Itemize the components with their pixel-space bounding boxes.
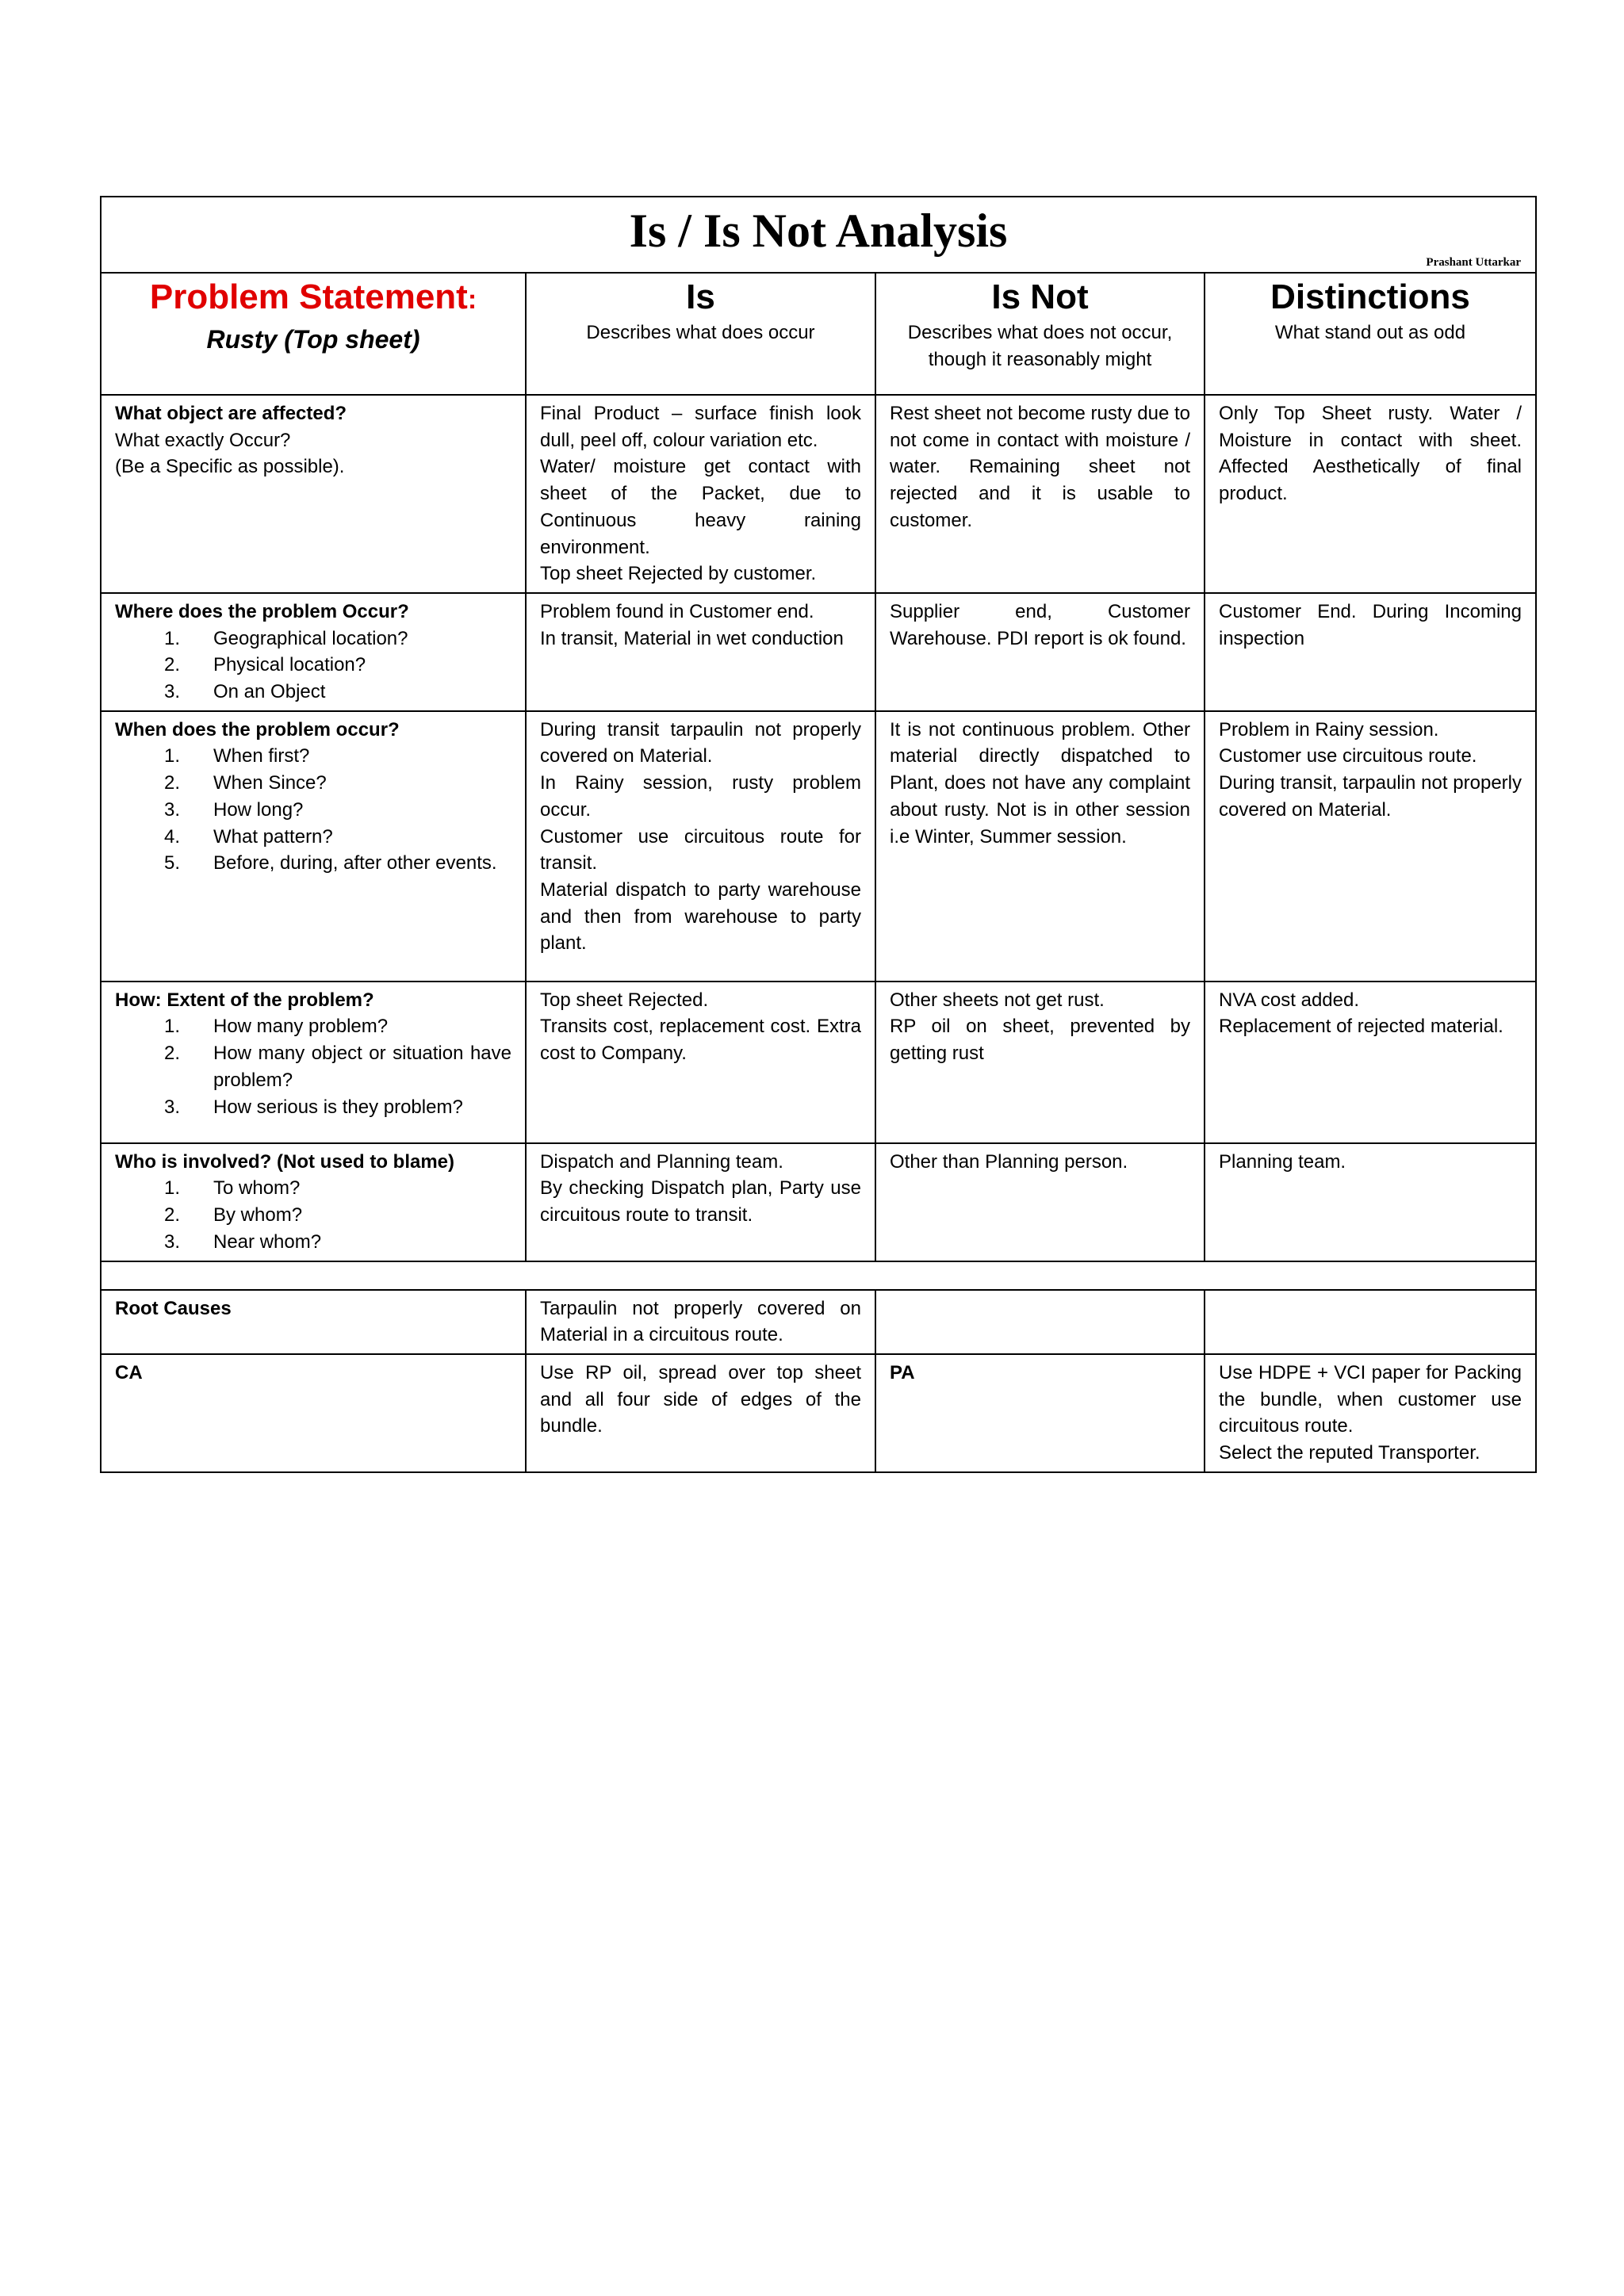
question-heading: How: Extent of the problem?: [115, 989, 374, 1011]
question-line: (Be a Specific as possible).: [115, 456, 345, 478]
list-item: 2. By whom?: [164, 1204, 303, 1226]
is-text: Water/ moisture get contact with sheet of the Packet, due to Continuous heavy raining environment.: [540, 456, 861, 558]
is-text: By checking Dispatch plan, Party use circuitous route to transit.: [540, 1177, 861, 1226]
is-not-text: It is not continuous problem. Other material directly dispatched to Plant, does not have any complaint about rusty. Not is in other session i.e Winter, Summer session.: [890, 718, 1190, 848]
is-text: Customer use circuitous route for transit.: [540, 825, 861, 874]
distinctions-cell: [1205, 593, 1536, 711]
pa-text-cell: [1205, 1354, 1536, 1472]
spacer-row: [101, 1261, 1536, 1290]
problem-statement-label: Problem Statement: [149, 277, 468, 316]
list-item: 1. To whom?: [164, 1177, 301, 1200]
list-item: 5. Before, during, after other events.: [164, 852, 497, 874]
ca-pa-row: [101, 1354, 1536, 1472]
is-cell: [526, 593, 875, 711]
distinctions-text: Customer use circuitous route.: [1219, 745, 1477, 767]
is-text: Final Product – surface finish look dull, peel off, colour variation etc.: [540, 403, 861, 451]
is-cell: [526, 982, 875, 1143]
question-list: [115, 743, 511, 877]
list-item: 3. Near whom?: [164, 1230, 322, 1253]
root-causes-label: Root Causes: [115, 1297, 232, 1319]
question-heading: Who is involved? (Not used to blame): [115, 1150, 455, 1173]
list-item: 2. When Since?: [164, 772, 327, 794]
question-list: [115, 1013, 511, 1120]
is-not-cell: [875, 593, 1205, 711]
title-cell: [101, 197, 1536, 273]
question-list: [115, 1175, 511, 1255]
pa-label-cell: [875, 1354, 1205, 1472]
is-not-cell: [875, 395, 1205, 593]
is-not-text: Supplier end, Customer Warehouse. PDI report is ok found.: [890, 600, 1190, 649]
is-text: Problem found in Customer end.: [540, 600, 814, 622]
root-causes-is-not-cell: [875, 1290, 1205, 1354]
header-row: [101, 273, 1536, 395]
question-cell: [101, 395, 526, 593]
distinctions-text: Problem in Rainy session.: [1219, 718, 1439, 740]
list-item: 3. How serious is they problem?: [164, 1096, 463, 1118]
is-not-text: Rest sheet not become rusty due to not come in contact with moisture / water. Remaining sheet not rejected and it is usable to customer.: [890, 403, 1190, 531]
root-causes-label-cell: [101, 1290, 526, 1354]
ca-text: Use RP oil, spread over top sheet and all four side of edges of the bundle.: [540, 1361, 861, 1437]
is-not-subtitle-line-2: though it reasonably might: [928, 349, 1152, 370]
root-causes-distinctions-cell: [1205, 1290, 1536, 1354]
is-text: In Rainy session, rusty problem occur.: [540, 772, 861, 821]
question-line: What exactly Occur?: [115, 429, 291, 451]
is-not-header: [875, 273, 1205, 395]
distinctions-cell: [1205, 711, 1536, 982]
distinctions-cell: [1205, 395, 1536, 593]
is-text: In transit, Material in wet conduction: [540, 627, 844, 649]
question-heading: What object are affected?: [115, 403, 347, 424]
analysis-row-who: [101, 1143, 1536, 1261]
analysis-row-where: [101, 593, 1536, 711]
question-cell: [101, 1143, 526, 1261]
is-header: [526, 273, 875, 395]
spacer-cell: [101, 1261, 1536, 1290]
question-heading: When does the problem occur?: [115, 718, 400, 740]
is-subtitle: Describes what does occur: [586, 322, 815, 343]
page-title: Is / Is Not Analysis: [629, 205, 1008, 257]
pa-text: Select the reputed Transporter.: [1219, 1442, 1480, 1464]
analysis-document: [100, 196, 1535, 1473]
distinctions-cell: [1205, 982, 1536, 1143]
distinctions-subtitle: What stand out as odd: [1274, 322, 1466, 343]
analysis-row-how: [101, 982, 1536, 1143]
question-cell: [101, 982, 526, 1143]
list-item: 1. How many problem?: [164, 1016, 389, 1038]
is-text: Material dispatch to party warehouse and then from warehouse to party plant.: [540, 878, 861, 955]
is-not-cell: [875, 1143, 1205, 1261]
distinctions-header: [1205, 273, 1536, 395]
list-item: 1. When first?: [164, 745, 310, 767]
distinctions-text: Replacement of rejected material.: [1219, 1016, 1503, 1038]
distinctions-text: Only Top Sheet rusty. Water / Moisture in contact with sheet. Affected Aesthetically of final product.: [1219, 403, 1522, 505]
root-causes-row: [101, 1290, 1536, 1354]
analysis-table: [100, 196, 1537, 1473]
pa-label: PA: [890, 1361, 915, 1383]
list-item: 2. How many object or situation have problem?: [164, 1043, 511, 1091]
is-not-subtitle-line-1: Describes what does not occur,: [907, 322, 1173, 343]
problem-statement-header: [101, 273, 526, 395]
root-causes-text: Tarpaulin not properly covered on Material in a circuitous route.: [540, 1297, 861, 1346]
is-text: Top sheet Rejected by customer.: [540, 563, 817, 585]
is-not-cell: [875, 982, 1205, 1143]
pa-text: Use HDPE + VCI paper for Packing the bundle, when customer use circuitous route.: [1219, 1361, 1522, 1437]
problem-statement-colon: :: [467, 285, 477, 315]
is-not-cell: [875, 711, 1205, 982]
question-list: [115, 626, 511, 706]
distinctions-text: During transit, tarpaulin not properly covered on Material.: [1219, 772, 1522, 821]
distinctions-text: Customer End. During Incoming inspection: [1219, 600, 1522, 649]
distinctions-cell: [1205, 1143, 1536, 1261]
analysis-row-what: [101, 395, 1536, 593]
problem-statement-value: Rusty (Top sheet): [206, 325, 420, 354]
is-cell: [526, 1143, 875, 1261]
is-cell: [526, 395, 875, 593]
list-item: 4. What pattern?: [164, 825, 333, 848]
distinctions-text: Planning team.: [1219, 1150, 1346, 1173]
is-not-text: Other sheets not get rust.: [890, 989, 1105, 1011]
author-name: Prashant Uttarkar: [1426, 256, 1521, 269]
is-text: Transits cost, replacement cost. Extra cost to Company.: [540, 1016, 861, 1065]
ca-label-cell: [101, 1354, 526, 1472]
question-heading: Where does the problem Occur?: [115, 600, 409, 622]
list-item: 2. Physical location?: [164, 654, 366, 676]
is-not-title: Is Not: [991, 277, 1089, 316]
root-causes-is-cell: [526, 1290, 875, 1354]
is-text: Dispatch and Planning team.: [540, 1150, 783, 1173]
distinctions-title: Distinctions: [1270, 277, 1470, 316]
is-title: Is: [686, 277, 715, 316]
title-row: [101, 197, 1536, 273]
is-not-text: Other than Planning person.: [890, 1150, 1128, 1173]
ca-label: CA: [115, 1361, 143, 1383]
list-item: 3. How long?: [164, 798, 304, 821]
question-cell: [101, 711, 526, 982]
list-item: 1. Geographical location?: [164, 627, 408, 649]
is-cell: [526, 711, 875, 982]
question-cell: [101, 593, 526, 711]
list-item: 3. On an Object: [164, 681, 326, 703]
is-text: During transit tarpaulin not properly covered on Material.: [540, 718, 861, 767]
is-not-text: RP oil on sheet, prevented by getting rust: [890, 1016, 1190, 1065]
ca-text-cell: [526, 1354, 875, 1472]
analysis-row-when: [101, 711, 1536, 982]
is-text: Top sheet Rejected.: [540, 989, 709, 1011]
distinctions-text: NVA cost added.: [1219, 989, 1359, 1011]
